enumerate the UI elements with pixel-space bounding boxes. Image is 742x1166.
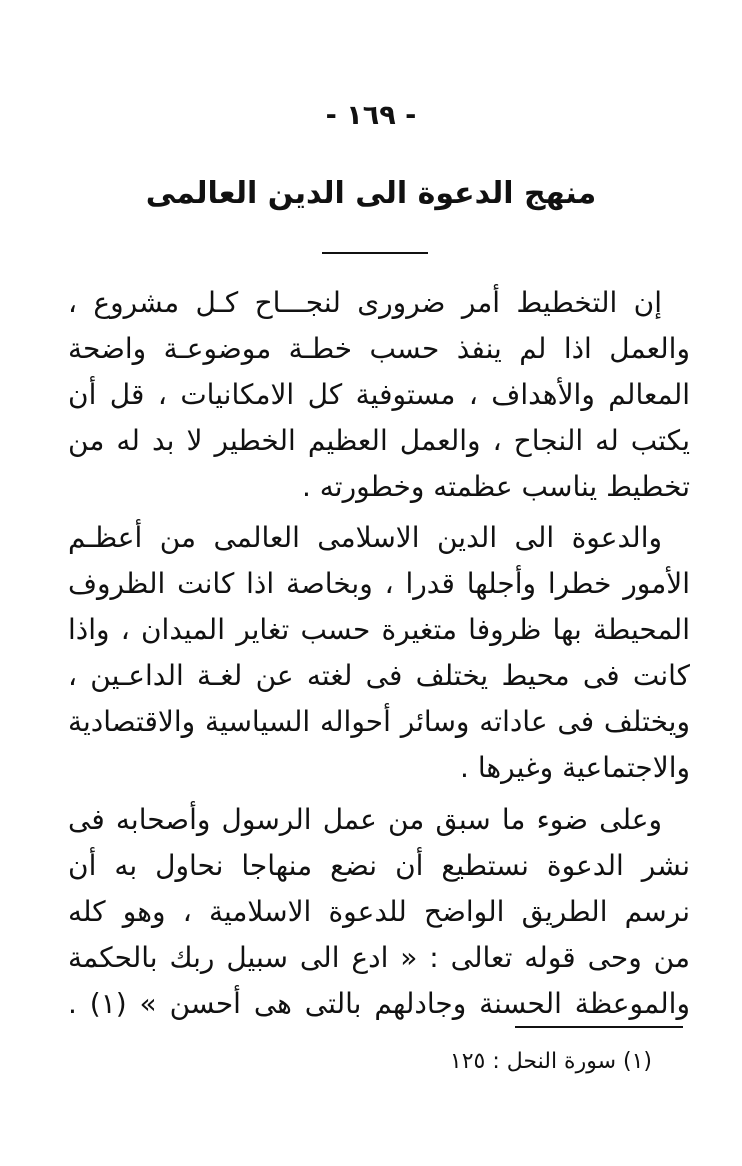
text-line: من وحى قوله تعالى : « ادع الى سبيل ربك بالحكمة xyxy=(68,941,690,974)
text-line: والعمل اذا لم ينفذ حسب خطـة موضوعـة واضحة xyxy=(68,332,690,365)
text-line: والاجتماعية وغيرها . xyxy=(460,751,690,784)
text-line: والدعوة الى الدين الاسلامى العالمى من أعظـم xyxy=(68,521,662,554)
paragraph-2 xyxy=(68,515,690,791)
footnote: (١) سورة النحل : ١٢٥ xyxy=(449,1049,652,1074)
text-line: والموعظة الحسنة وجادلهم بالتى هى أحسن » (١) . xyxy=(68,987,690,1020)
text-line: المحيطة بها ظروفا متغيرة حسب تغاير الميدان ، واذا xyxy=(68,613,690,646)
text-line: الأمور خطرا وأجلها قدرا ، وبخاصة اذا كانت الظروف xyxy=(68,567,690,600)
title-underline-rule xyxy=(322,252,428,254)
text-line: إن التخطيط أمر ضرورى لنجـــاح كـل مشروع ، xyxy=(68,286,662,319)
text-line: وعلى ضوء ما سبق من عمل الرسول وأصحابه فى xyxy=(68,803,662,836)
chapter-title: منهج الدعوة الى الدين العالمى xyxy=(145,176,597,211)
text-line: ويختلف فى عاداته وسائر أحواله السياسية والاقتصادية xyxy=(68,705,690,738)
page-number: - ١٦٩ - xyxy=(325,100,417,131)
paragraph-3 xyxy=(68,797,690,1027)
text-line: كانت فى محيط يختلف فى لغته عن لغـة الداعـين ، xyxy=(68,659,690,692)
text-line: نشر الدعوة نستطيع أن نضع منهاجا نحاول به أن xyxy=(68,849,690,882)
footnote-separator xyxy=(515,1026,683,1028)
paragraph-1 xyxy=(68,280,690,510)
text-line: تخطيط يناسب عظمته وخطورته . xyxy=(301,470,690,503)
text-line: المعالم والأهداف ، مستوفية كل الامكانيات ، قل أن xyxy=(68,378,690,411)
text-line: يكتب له النجاح ، والعمل العظيم الخطير لا بد له من xyxy=(68,424,690,457)
text-line: نرسم الطريق الواضح للدعوة الاسلامية ، وهو كله xyxy=(68,895,690,928)
